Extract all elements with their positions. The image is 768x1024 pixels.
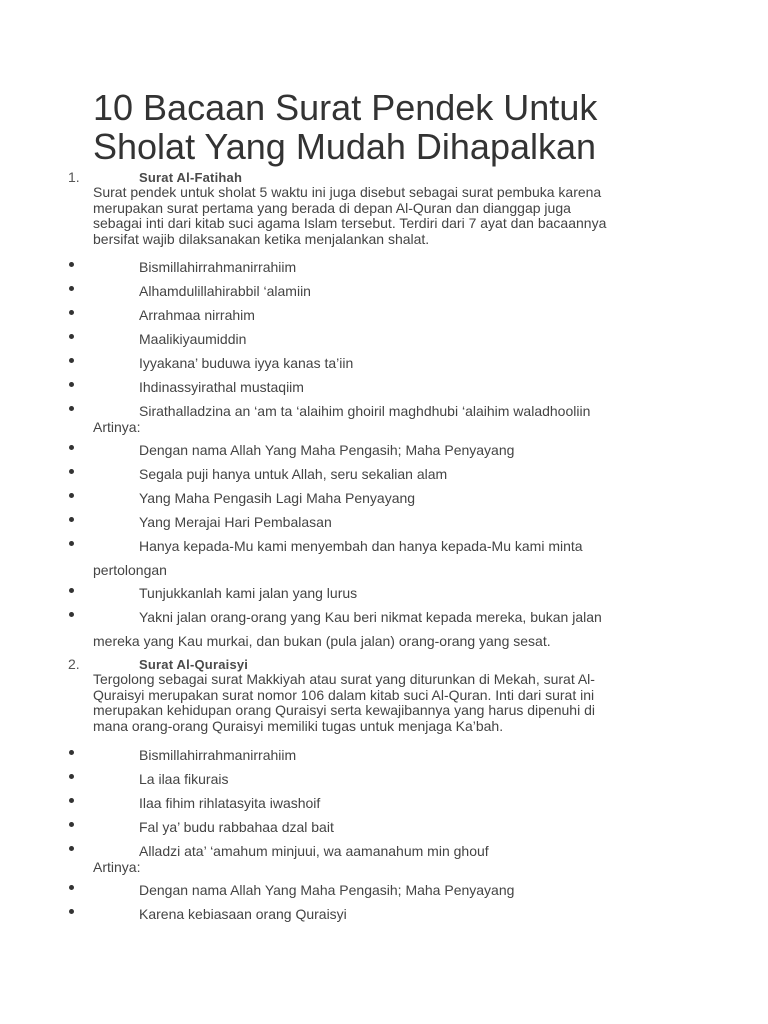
verse-text: Alladzi ata’ ‘amahum minjuui, wa aamanahum min ghouf xyxy=(139,843,489,859)
verse-text: Alhamdulillahirabbil ‘alamiin xyxy=(139,283,311,299)
meaning-text: Tunjukkanlah kami jalan yang lurus xyxy=(139,585,358,601)
bullet-icon xyxy=(69,588,74,593)
description-line: Tergolong sebagai surat Makkiyah atau surat yang diturunkan di Mekah, surat Al- xyxy=(93,671,595,687)
description-line: Surat pendek untuk sholat 5 waktu ini juga disebut sebagai surat pembuka karena xyxy=(93,184,602,200)
bullet-icon xyxy=(69,493,74,498)
meaning-label: Artinya: xyxy=(93,419,141,435)
meaning-text: Yakni jalan orang-orang yang Kau beri nikmat kepada mereka, bukan jalan xyxy=(139,609,602,625)
meaning-continuation: mereka yang Kau murkai, dan bukan (pula jalan) orang-orang yang sesat. xyxy=(93,633,551,649)
bullet-icon xyxy=(69,262,74,267)
bullet-icon xyxy=(69,382,74,387)
bullet-icon xyxy=(69,846,74,851)
bullet-icon xyxy=(69,358,74,363)
description-line: bersifat wajib dilaksanakan ketika menjalankan shalat. xyxy=(93,230,430,247)
section-number: 1. xyxy=(68,169,80,185)
bullet-icon xyxy=(69,541,74,546)
bullet-icon xyxy=(69,334,74,339)
bullet-icon xyxy=(69,612,74,617)
description-line: merupakan surat pertama yang berada di depan Al-Quran dan dianggap juga xyxy=(93,199,571,216)
meaning-text: Karena kebiasaan orang Quraisyi xyxy=(139,906,347,922)
section-description xyxy=(93,185,683,247)
verse-text: Maalikiyaumiddin xyxy=(139,331,247,347)
bullet-icon xyxy=(69,445,74,450)
verse-text: Ihdinassyirathal mustaqiim xyxy=(139,379,304,395)
section-number: 2. xyxy=(68,656,80,672)
bullet-icon xyxy=(69,406,74,411)
bullet-icon xyxy=(69,310,74,315)
title-line-2: Sholat Yang Mudah Dihapalkan xyxy=(93,126,597,167)
verse-text: Sirathalladzina an ‘am ta ‘alaihim ghoiril maghdhubi ‘alaihim waladhooliin xyxy=(139,403,591,419)
bullet-icon xyxy=(69,822,74,827)
meaning-text: Yang Merajai Hari Pembalasan xyxy=(139,514,332,530)
verse-text: Iyyakana’ buduwa iyya kanas ta’iin xyxy=(139,355,354,371)
bullet-icon xyxy=(69,750,74,755)
bullet-icon xyxy=(69,909,74,914)
title-line-1: 10 Bacaan Surat Pendek Untuk xyxy=(93,87,598,128)
bullet-icon xyxy=(69,517,74,522)
bullet-icon xyxy=(69,774,74,779)
meaning-text: Dengan nama Allah Yang Maha Pengasih; Maha Penyayang xyxy=(139,882,515,898)
verse-text: Bismillahirrahmanirrahiim xyxy=(139,747,297,763)
section-title: Surat Al-Quraisyi xyxy=(139,657,249,672)
meaning-text: Yang Maha Pengasih Lagi Maha Penyayang xyxy=(139,490,416,506)
verse-text: Bismillahirrahmanirrahiim xyxy=(139,259,297,275)
bullet-icon xyxy=(69,885,74,890)
meaning-continuation: pertolongan xyxy=(93,562,167,578)
section-description xyxy=(93,672,683,734)
description-line: sebagai inti dari kitab suci agama Islam tersebut. Terdiri dari 7 ayat dan bacaannya xyxy=(93,215,607,231)
bullet-icon xyxy=(69,469,74,474)
verse-text: Ilaa fihim rihlatasyita iwashoif xyxy=(139,795,321,811)
bullet-icon xyxy=(69,286,74,291)
description-line: Quraisyi merupakan surat nomor 106 dalam kitab suci Al-Quran. Inti dari surat ini xyxy=(93,686,595,703)
description-line: merupakan kehidupan orang Quraisyi serta kewajibannya yang harus dipenuhi di xyxy=(93,702,595,718)
meaning-text: Dengan nama Allah Yang Maha Pengasih; Maha Penyayang xyxy=(139,442,515,458)
section-title: Surat Al-Fatihah xyxy=(139,170,243,185)
meaning-text: Segala puji hanya untuk Allah, seru sekalian alam xyxy=(139,466,448,482)
description-line: mana orang-orang Quraisyi memiliki tugas untuk menjaga Ka’bah. xyxy=(93,717,504,734)
meaning-label: Artinya: xyxy=(93,859,141,875)
verse-text: Arrahmaa nirrahim xyxy=(139,307,255,323)
bullet-icon xyxy=(69,798,74,803)
verse-text: Fal ya’ budu rabbahaa dzal bait xyxy=(139,819,334,835)
meaning-text: Hanya kepada-Mu kami menyembah dan hanya kepada-Mu kami minta xyxy=(139,538,583,554)
page-title xyxy=(93,88,713,166)
verse-text: La ilaa fikurais xyxy=(139,771,229,787)
